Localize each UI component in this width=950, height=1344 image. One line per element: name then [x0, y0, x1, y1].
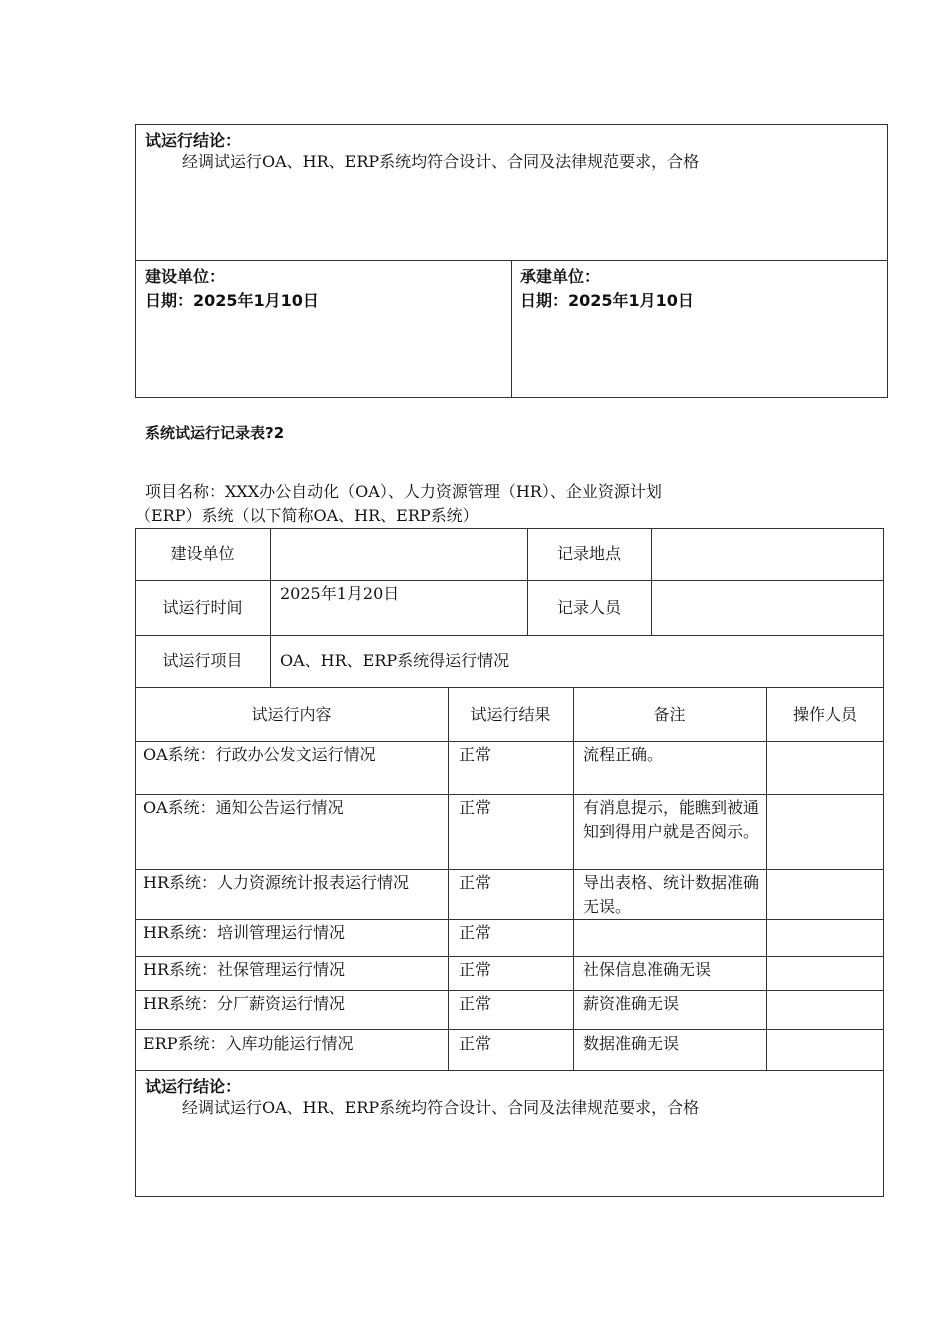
bottom-conclusion-title: 试运行结论： [145, 1077, 242, 1096]
top-split [511, 260, 512, 398]
project-name-line1: 项目名称：XXX办公自动化（OA）、人力资源管理（HR）、企业资源计划 [145, 482, 662, 501]
project-name-line2: （ERP）系统（以下简称OA、HR、ERP系统） [135, 506, 479, 525]
table-row-content: HR系统：培训管理运行情况 [143, 923, 346, 942]
table-row-result: 正常 [459, 960, 492, 979]
top-contractor-date: 日期：2025年1月10日 [520, 291, 694, 310]
table-row-result: 正常 [459, 873, 492, 892]
top-build-unit: 建设单位： [145, 267, 226, 286]
table-row-note: 社保信息准确无误 [583, 960, 712, 979]
build-unit-label: 建设单位 [170, 544, 235, 563]
table-row-content: HR系统：分厂薪资运行情况 [143, 994, 346, 1013]
table-row-note: 薪资准确无误 [583, 994, 680, 1013]
row-line [135, 919, 884, 920]
col-line [766, 687, 767, 1070]
table-row-content: HR系统：社保管理运行情况 [143, 960, 346, 979]
table-row-result: 正常 [459, 798, 492, 817]
table-row-result: 正常 [459, 745, 492, 764]
table-row-content: OA系统：通知公告运行情况 [143, 798, 344, 817]
top-contractor-unit: 承建单位： [520, 267, 601, 286]
row-line [135, 869, 884, 870]
recorder-label: 记录人员 [556, 598, 621, 617]
header-operator: 操作人员 [792, 705, 857, 724]
table-row-note: 有消息提示，能瞧到被通知到得用户就是否阅示。 [583, 798, 760, 841]
table-row-note: 数据准确无误 [583, 1034, 680, 1053]
table-row-note: 流程正确。 [583, 745, 664, 764]
item-label: 试运行项目 [162, 651, 243, 670]
row-line [135, 741, 884, 742]
top-conclusion-text: 经调试运行OA、HR、ERP系统均符合设计、合同及法律规范要求，合格 [182, 152, 700, 171]
page-title: 系统试运行记录表?2 [145, 424, 285, 442]
bottom-conclusion-text: 经调试运行OA、HR、ERP系统均符合设计、合同及法律规范要求，合格 [182, 1098, 700, 1117]
header-note: 备注 [653, 705, 686, 724]
header-result: 试运行结果 [470, 705, 551, 724]
row-line [135, 1070, 884, 1071]
location-label: 记录地点 [556, 544, 621, 563]
row-line [135, 687, 884, 688]
table-row-content: ERP系统：入库功能运行情况 [143, 1034, 354, 1053]
time-value: 2025年1月20日 [280, 584, 400, 603]
top-conclusion-title: 试运行结论： [145, 131, 242, 150]
row-line [135, 956, 884, 957]
item-value: OA、HR、ERP系统得运行情况 [280, 651, 510, 670]
table-row-result: 正常 [459, 923, 492, 942]
row-line [135, 1029, 884, 1030]
table-row-content: HR系统：人力资源统计报表运行情况 [143, 873, 410, 892]
row-line [135, 794, 884, 795]
col-line [573, 687, 574, 1070]
row-line [135, 580, 884, 581]
time-label: 试运行时间 [162, 598, 243, 617]
table-row-result: 正常 [459, 994, 492, 1013]
table-row-content: OA系统：行政办公发文运行情况 [143, 745, 376, 764]
table-row-result: 正常 [459, 1034, 492, 1053]
col-line [270, 528, 271, 687]
row-line [135, 990, 884, 991]
header-content: 试运行内容 [251, 705, 332, 724]
top-build-date: 日期：2025年1月10日 [145, 291, 319, 310]
table-row-note: 导出表格、统计数据准确无误。 [583, 873, 760, 916]
row-line [135, 635, 884, 636]
col-line [651, 528, 652, 635]
col-line [448, 687, 449, 1070]
